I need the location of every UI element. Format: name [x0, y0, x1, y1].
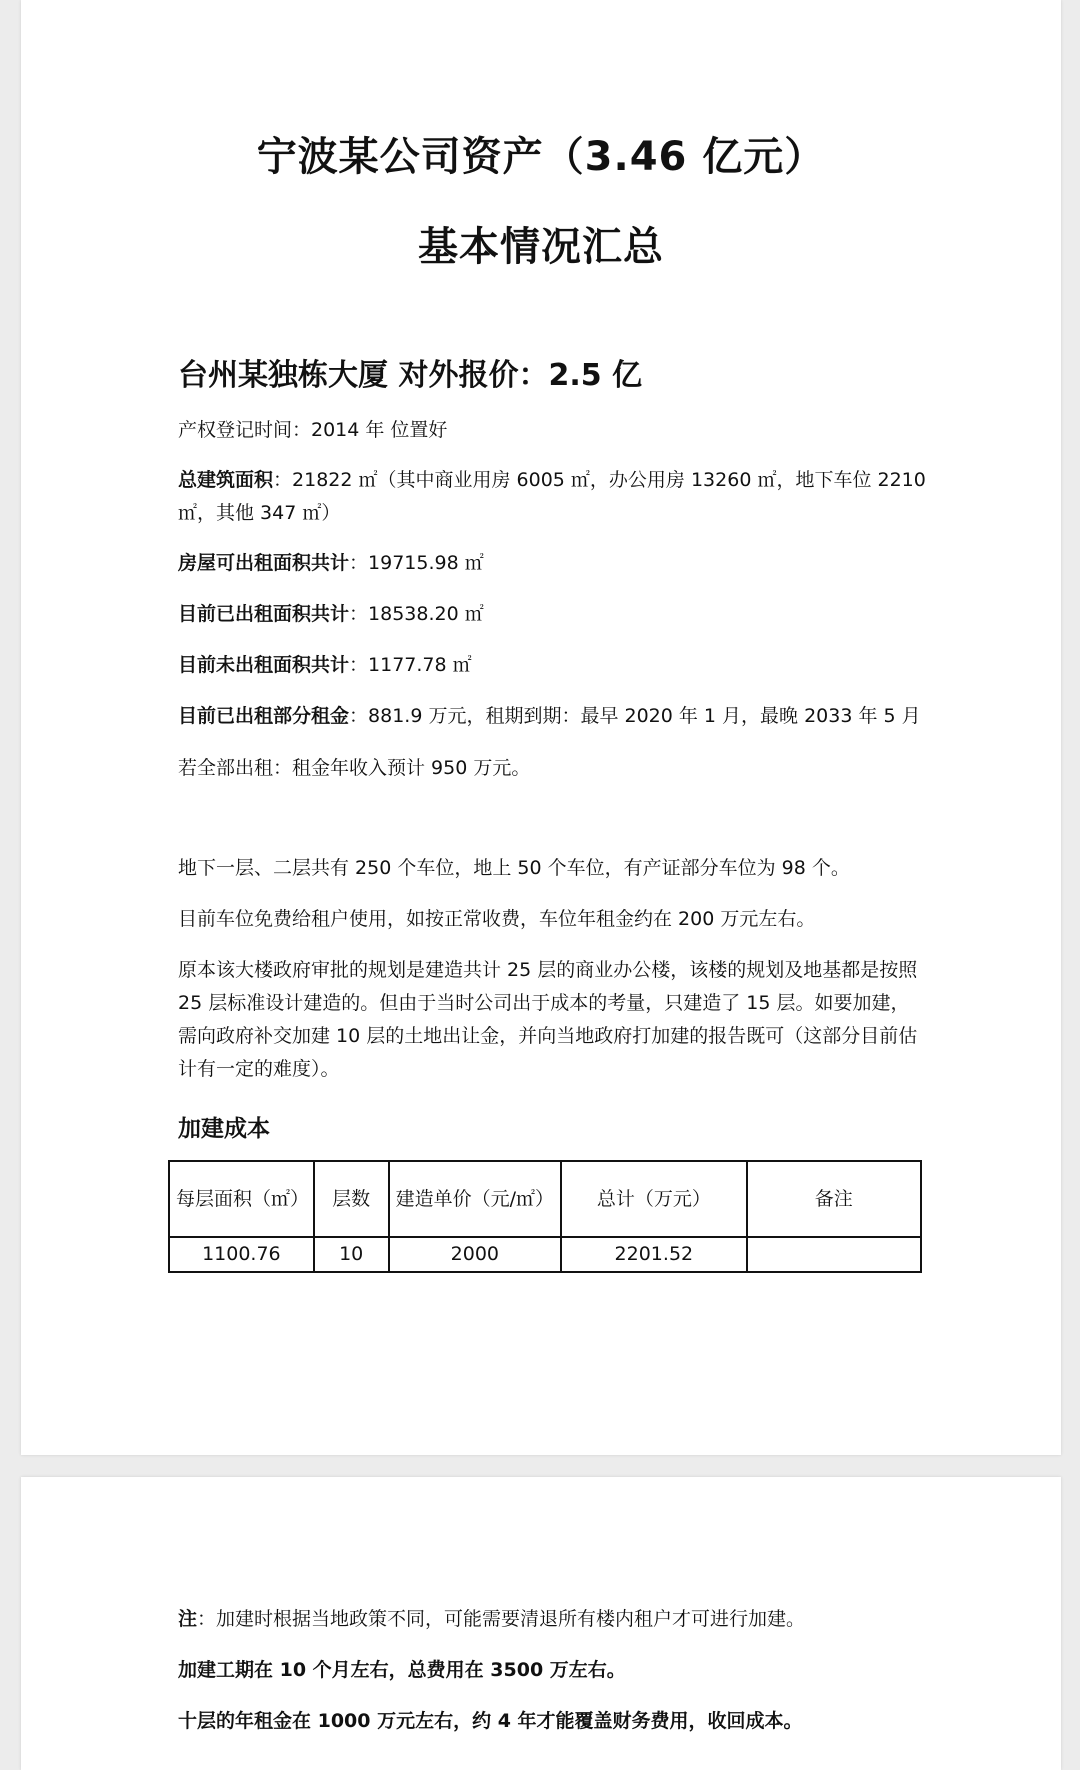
parking-line-2: 目前车位免费给租户使用，如按正常收费，车位年租金约在 200 万元左右。: [178, 908, 816, 930]
table-row: [169, 1237, 921, 1272]
document-title: 宁波某公司资产（3.46 亿元）: [256, 134, 826, 180]
note-line: [178, 1603, 928, 1636]
cost-heading: 加建成本: [178, 1116, 270, 1142]
unrented-area-value: ：1177.78 ㎡: [349, 654, 472, 676]
document-page-2: [21, 1477, 1061, 1770]
cost-header-area: 每层面积（㎡）: [169, 1161, 314, 1237]
rented-area-label: 目前已出租面积共计: [178, 603, 350, 625]
note-line-2: 加建工期在 10 个月左右，总费用在 3500 万左右。: [178, 1659, 626, 1681]
cost-header-remarks: 备注: [747, 1161, 921, 1237]
cost-cell-total: 2201.52: [561, 1237, 747, 1272]
registration-line: 产权登记时间：2014 年 位置好: [178, 419, 448, 441]
parking-line-1: 地下一层、二层共有 250 个车位，地上 50 个车位，有产证部分车位为 98 个。: [178, 857, 850, 879]
cost-header-floors: 层数: [314, 1161, 389, 1237]
note-value: ：加建时根据当地政策不同，可能需要清退所有楼内租户才可进行加建。: [197, 1608, 806, 1630]
rented-area-line: [178, 598, 928, 631]
total-area-label: 总建筑面积: [178, 469, 274, 491]
cost-header-total: 总计（万元）: [561, 1161, 747, 1237]
cost-cell-unit-price: 2000: [389, 1237, 561, 1272]
unrented-area-line: [178, 649, 928, 682]
total-area-line: [178, 464, 928, 530]
building-heading: 台州某独栋大厦 对外报价：2.5 亿: [178, 358, 643, 393]
cost-cell-area: 1100.76: [169, 1237, 314, 1272]
rent-income-line: [178, 700, 928, 733]
rentable-area-value: ：19715.98 ㎡: [349, 552, 484, 574]
cost-header-unit-price: 建造单价（元/㎡）: [389, 1161, 561, 1237]
note-label: 注: [178, 1608, 198, 1630]
document-page-1: [21, 0, 1061, 1455]
note-line-3: 十层的年租金在 1000 万元左右，约 4 年才能覆盖财务费用，收回成本。: [178, 1710, 803, 1732]
cost-cell-remarks: [747, 1237, 921, 1272]
cost-table-header-row: [169, 1161, 921, 1237]
total-area-value: ：21822 ㎡（其中商业用房 6005 ㎡，办公用房 13260 ㎡，地下车位 2210 ㎡，其他 347 ㎡）: [178, 469, 926, 524]
rent-income-value: ：881.9 万元，租期到期：最早 2020 年 1 月，最晚 2033 年 5 月: [349, 705, 921, 727]
cost-cell-floors: 10: [314, 1237, 389, 1272]
cost-table: [168, 1160, 922, 1273]
rented-area-value: ：18538.20 ㎡: [349, 603, 484, 625]
full-rent-line: 若全部出租：租金年收入预计 950 万元。: [178, 757, 531, 779]
plan-paragraph: 原本该大楼政府审批的规划是建造共计 25 层的商业办公楼，该楼的规划及地基都是按照 25 层标准设计建造的。但由于当时公司出于成本的考量，只建造了 15 层。如要加建，需向政府补交加建 10 层的土地出让金，并向当地政府打加建的报告既可（这部分目前估计有一定的难度）。: [178, 959, 918, 1080]
rentable-area-label: 房屋可出租面积共计: [178, 552, 350, 574]
unrented-area-label: 目前未出租面积共计: [178, 654, 350, 676]
document-subtitle: 基本情况汇总: [418, 224, 664, 270]
rent-income-label: 目前已出租部分租金: [178, 705, 350, 727]
rentable-area-line: [178, 547, 928, 580]
